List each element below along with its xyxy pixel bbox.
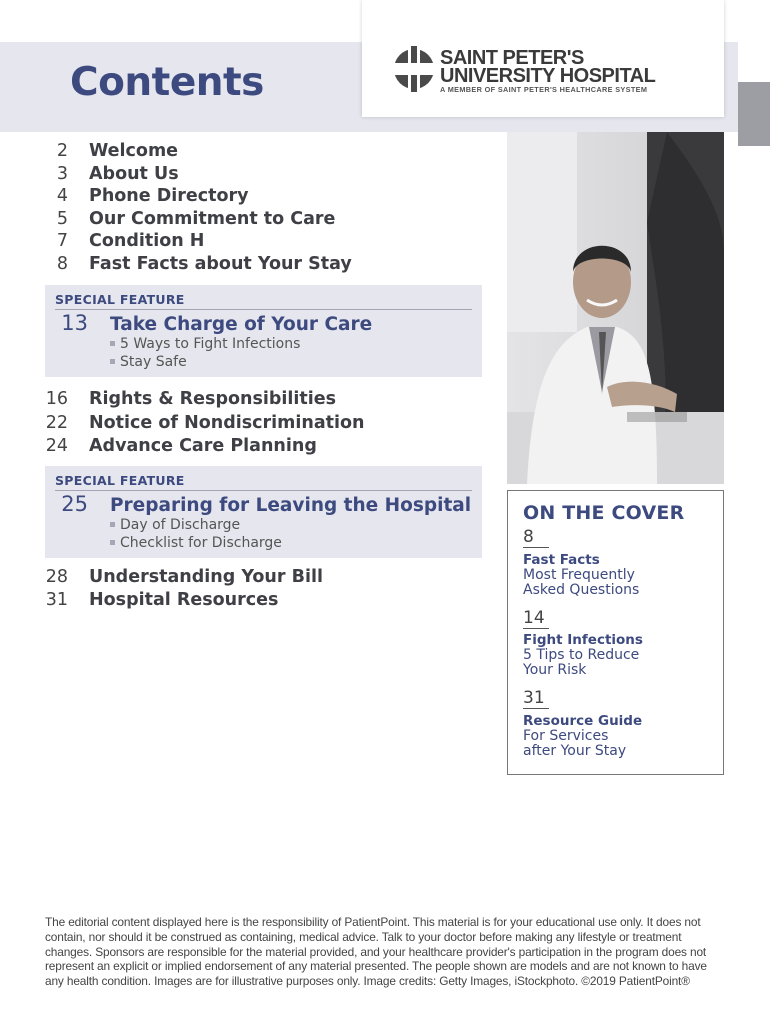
feature-title: Preparing for Leaving the Hospital	[110, 495, 472, 516]
cover-item-sub: Your Risk	[523, 662, 587, 678]
page-title: Contents	[70, 60, 264, 105]
toc-page-number: 5	[56, 208, 68, 229]
doctor-handshake-image	[507, 132, 724, 484]
divider	[55, 309, 472, 310]
cover-item-sub: Asked Questions	[523, 582, 640, 598]
feature-title: Take Charge of Your Care	[110, 314, 373, 335]
divider	[523, 547, 549, 548]
toc-group-2	[45, 389, 482, 460]
toc-row[interactable]	[45, 590, 482, 613]
bullet-square-icon	[110, 359, 115, 364]
cross-emblem-icon	[394, 46, 434, 92]
toc-page-number: 8	[56, 253, 68, 274]
hospital-logo	[362, 0, 724, 117]
logo-tagline: A MEMBER OF SAINT PETER'S HEALTHCARE SYSTEM	[440, 85, 648, 94]
disclaimer-text: The editorial content displayed here is the responsibility of PatientPoint. This material is for your educational use only. It does not contain, nor should it be construed as containing, medical advice. Talk to your doctor before making any lifestyle or treatment changes. Sponsors are responsible for the material provided, and your healthcare provider's participation in the program does not represent an explicit or implied endorsement of any material presented. The people shown are models and are not known to have any health condition. Images are for illustrative purposes only. Image credits: Getty Images, iStockphoto. ©2019 PatientPoint®	[45, 915, 707, 989]
toc-page-number: 4	[56, 186, 68, 207]
cover-item-sub: after Your Stay	[523, 743, 627, 759]
toc-label: Advance Care Planning	[89, 436, 317, 456]
cover-page-number: 31	[523, 688, 545, 708]
toc-row[interactable]	[45, 141, 482, 164]
toc-page-number: 22	[45, 412, 68, 433]
cover-item-sub: For Services	[523, 728, 609, 744]
cover-item-heading[interactable]: Fight Infections	[523, 632, 643, 648]
toc-label: Fast Facts about Your Stay	[89, 253, 352, 274]
toc-page-number: 2	[56, 141, 68, 161]
bullet-square-icon	[110, 341, 115, 346]
toc-label: Welcome	[89, 141, 179, 161]
divider	[523, 628, 549, 629]
feature-subitem: 5 Ways to Fight Infections	[110, 336, 300, 352]
toc-label: Rights & Responsibilities	[89, 389, 337, 409]
feature-subitem: Checklist for Discharge	[110, 535, 282, 551]
toc-row[interactable]	[45, 436, 482, 460]
feature-page-number: 13	[61, 311, 88, 335]
cover-item-heading[interactable]: Fast Facts	[523, 552, 600, 568]
cover-item-sub: 5 Tips to Reduce	[523, 647, 640, 663]
toc-page-number: 24	[45, 436, 68, 456]
toc-label: Understanding Your Bill	[89, 567, 323, 587]
toc-page-number: 7	[56, 231, 68, 252]
cover-title: ON THE COVER	[523, 502, 685, 524]
cover-item-heading[interactable]: Resource Guide	[523, 713, 643, 729]
toc-group-1	[45, 141, 482, 277]
toc-page-number: 3	[56, 163, 68, 184]
toc-row[interactable]	[45, 567, 482, 590]
divider	[55, 490, 472, 491]
special-feature-2[interactable]	[45, 466, 482, 558]
toc-group-3	[45, 567, 482, 613]
feature-subitem: Stay Safe	[110, 354, 187, 370]
toc-row[interactable]	[45, 389, 482, 413]
toc-page-number: 31	[45, 590, 68, 610]
toc-page-number: 16	[45, 389, 68, 409]
cover-page-number: 8	[523, 527, 534, 547]
on-the-cover-box	[507, 490, 724, 775]
cover-item-sub: Most Frequently	[523, 567, 635, 583]
toc-row[interactable]	[45, 186, 482, 209]
logo-line-2: UNIVERSITY HOSPITAL	[440, 65, 656, 87]
cover-photo	[507, 132, 724, 484]
toc-row[interactable]	[45, 209, 482, 232]
toc-label: Condition H	[89, 231, 205, 252]
bullet-square-icon	[110, 540, 115, 545]
special-feature-1[interactable]	[45, 285, 482, 377]
bullet-square-icon	[110, 522, 115, 527]
special-feature-tag: SPECIAL FEATURE	[55, 473, 185, 488]
toc-page-number: 28	[45, 567, 68, 587]
toc-label: Our Commitment to Care	[89, 208, 336, 229]
toc-row[interactable]	[45, 164, 482, 187]
divider	[523, 708, 549, 709]
cover-page-number: 14	[523, 608, 545, 628]
logo-line-1: SAINT PETER'S	[440, 47, 584, 69]
toc-row[interactable]	[45, 413, 482, 437]
toc-label: Phone Directory	[89, 186, 249, 207]
feature-page-number: 25	[61, 492, 88, 516]
toc-label: Notice of Nondiscrimination	[89, 412, 365, 433]
toc-label: Hospital Resources	[89, 590, 279, 610]
toc-label: About Us	[89, 163, 179, 184]
toc-row[interactable]	[45, 231, 482, 254]
side-tab	[738, 82, 770, 146]
special-feature-tag: SPECIAL FEATURE	[55, 292, 185, 307]
toc-row[interactable]	[45, 254, 482, 277]
feature-subitem: Day of Discharge	[110, 517, 240, 533]
